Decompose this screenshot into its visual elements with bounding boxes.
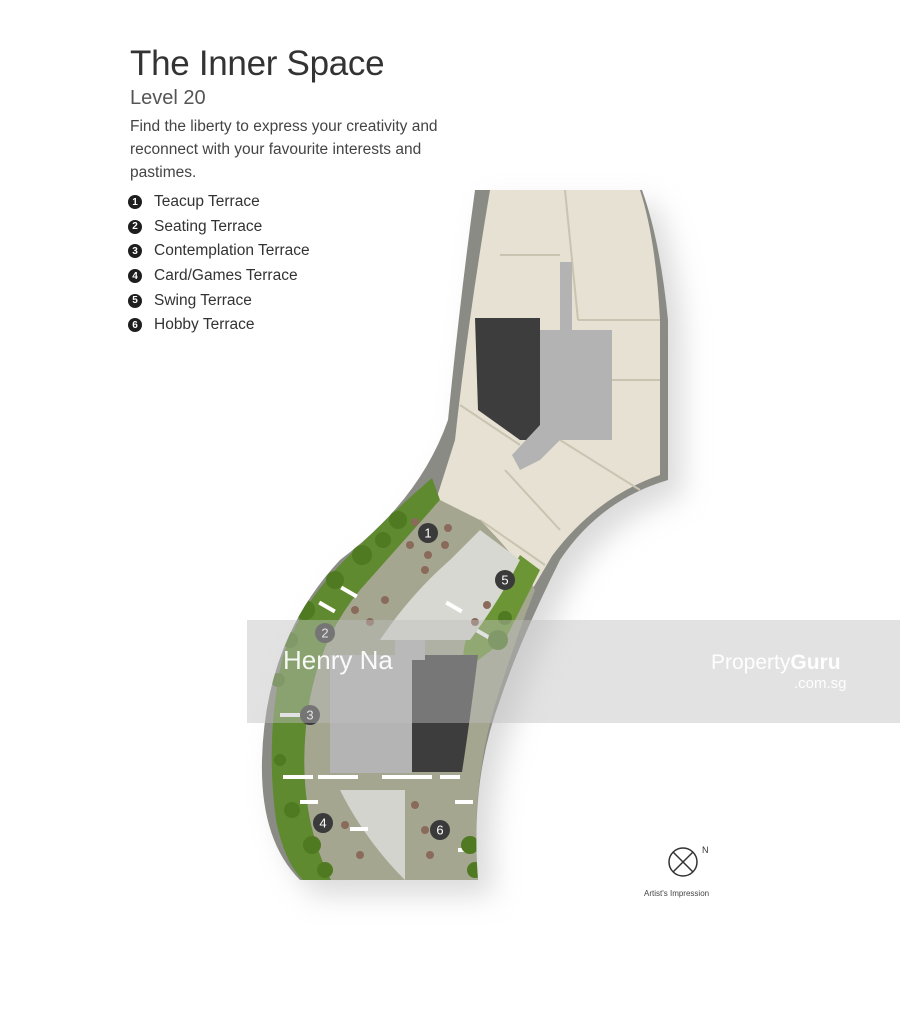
watermark-agent-name: Henry Na: [283, 645, 393, 675]
page-title: The Inner Space: [130, 44, 385, 83]
svg-text:1: 1: [424, 525, 432, 541]
watermark-domain: .com.sg: [794, 675, 847, 692]
legend-label: Card/Games Terrace: [154, 267, 298, 285]
legend-label: Seating Terrace: [154, 217, 263, 235]
legend-label: Teacup Terrace: [154, 193, 260, 211]
north-compass-icon: [669, 848, 697, 876]
legend-label: Hobby Terrace: [154, 316, 255, 334]
compass-north-label: N: [702, 845, 709, 855]
marker-5: [495, 570, 515, 590]
artist-impression-caption: Artist's Impression: [644, 889, 710, 898]
legend-label: Contemplation Terrace: [154, 242, 310, 260]
marker-6: [430, 820, 450, 840]
legend-number: 4: [128, 269, 142, 283]
description-text: Find the liberty to express your creativity and reconnect with your favourite interests and pastimes.: [130, 118, 438, 181]
legend-number: 1: [128, 195, 142, 209]
svg-text:4: 4: [319, 815, 327, 831]
svg-text:6: 6: [436, 822, 444, 838]
svg-text:5: 5: [501, 572, 509, 588]
legend-number: 3: [128, 244, 142, 258]
marker-4: [313, 813, 333, 833]
watermark-brand-prefix: Property: [711, 651, 791, 674]
corridor: [560, 262, 572, 332]
svg-text:2: 2: [321, 625, 329, 641]
legend-number: 2: [128, 220, 142, 234]
watermark-brand: [711, 651, 841, 675]
legend-label: Swing Terrace: [154, 291, 252, 309]
marker-1: [418, 523, 438, 543]
legend-number: 5: [128, 294, 142, 308]
svg-text:3: 3: [306, 707, 314, 723]
legend-number: 6: [128, 318, 142, 332]
level-subtitle: Level 20: [130, 87, 206, 109]
watermark-brand-bold: Guru: [790, 651, 841, 674]
